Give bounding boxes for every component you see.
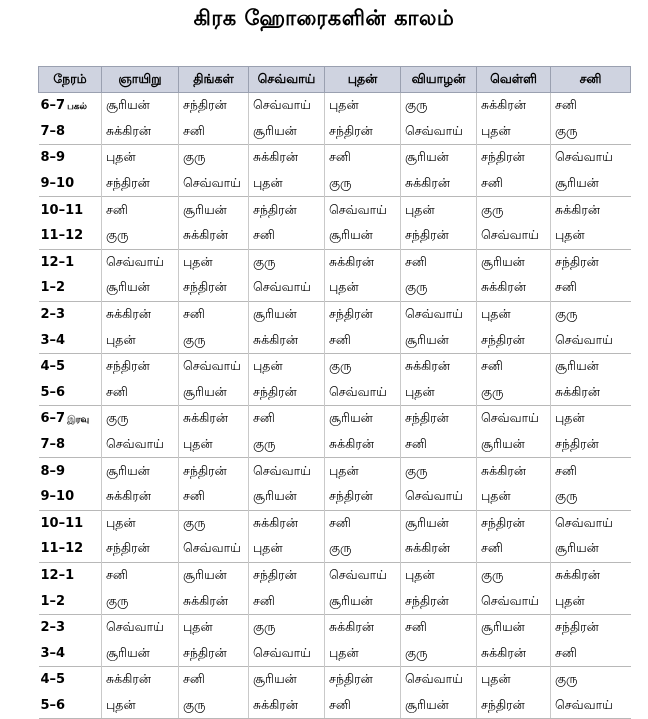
- planet-cell: சூரியன்: [179, 380, 249, 406]
- planet-cell: குரு: [179, 510, 249, 536]
- planet-cell: புதன்: [249, 171, 325, 197]
- planet-cell: குரு: [325, 171, 401, 197]
- planet-cell: புதன்: [102, 510, 179, 536]
- table-row: [39, 301, 631, 327]
- planet-cell: செவ்வாய்: [401, 484, 477, 510]
- planet-cell: சனி: [325, 145, 401, 171]
- planet-cell: செவ்வாய்: [401, 301, 477, 327]
- planet-cell: சுக்கிரன்: [249, 693, 325, 719]
- time-cell: [39, 249, 102, 275]
- planet-cell: சூரியன்: [102, 640, 179, 666]
- planet-cell: குரு: [102, 588, 179, 614]
- time-cell: [39, 275, 102, 301]
- time-range: 9–10: [40, 176, 75, 192]
- planet-cell: குரு: [401, 275, 477, 301]
- planet-cell: சந்திரன்: [102, 536, 179, 562]
- time-range: 5–6: [40, 384, 66, 400]
- planet-cell: சனி: [249, 406, 325, 432]
- time-cell: [39, 119, 102, 145]
- table-row: [39, 93, 631, 119]
- table-row: [39, 327, 631, 353]
- planet-cell: சந்திரன்: [325, 119, 401, 145]
- planet-cell: செவ்வாய்: [179, 536, 249, 562]
- header-sunday: ஞாயிறு: [102, 67, 179, 93]
- planet-cell: குரு: [551, 119, 631, 145]
- time-range: 6–7: [40, 98, 66, 114]
- planet-cell: சுக்கிரன்: [102, 119, 179, 145]
- planet-cell: புதன்: [102, 327, 179, 353]
- planet-cell: குரு: [551, 301, 631, 327]
- planet-cell: சந்திரன்: [325, 301, 401, 327]
- planet-cell: சந்திரன்: [249, 562, 325, 588]
- planet-cell: புதன்: [102, 693, 179, 719]
- planet-cell: குரு: [551, 484, 631, 510]
- period-label: இரவு: [67, 415, 90, 426]
- header-time: நேரம்: [39, 67, 102, 93]
- planet-cell: சனி: [551, 275, 631, 301]
- time-range: 11–12: [40, 228, 84, 244]
- planet-cell: செவ்வாய்: [477, 588, 551, 614]
- table-row: [39, 693, 631, 719]
- time-range: 3–4: [40, 645, 66, 661]
- planet-cell: குரு: [102, 406, 179, 432]
- planet-cell: புதன்: [551, 223, 631, 249]
- planet-cell: சூரியன்: [102, 93, 179, 119]
- time-cell: [39, 327, 102, 353]
- planet-cell: சனி: [102, 380, 179, 406]
- planet-cell: சுக்கிரன்: [401, 171, 477, 197]
- planet-cell: சந்திரன்: [551, 432, 631, 458]
- planet-cell: சுக்கிரன்: [551, 197, 631, 223]
- planet-cell: சூரியன்: [249, 667, 325, 693]
- planet-cell: சந்திரன்: [102, 353, 179, 379]
- time-cell: [39, 640, 102, 666]
- time-cell: [39, 536, 102, 562]
- planet-cell: குரு: [249, 614, 325, 640]
- planet-cell: சுக்கிரன்: [249, 327, 325, 353]
- planet-cell: சூரியன்: [102, 275, 179, 301]
- planet-cell: சுக்கிரன்: [249, 145, 325, 171]
- hora-table: [38, 66, 631, 719]
- planet-cell: சூரியன்: [401, 327, 477, 353]
- time-range: 4–5: [40, 672, 66, 688]
- planet-cell: சனி: [102, 562, 179, 588]
- planet-cell: சனி: [249, 223, 325, 249]
- planet-cell: புதன்: [179, 249, 249, 275]
- planet-cell: புதன்: [477, 667, 551, 693]
- planet-cell: சனி: [551, 640, 631, 666]
- time-cell: [39, 667, 102, 693]
- planet-cell: சுக்கிரன்: [179, 588, 249, 614]
- table-row: [39, 275, 631, 301]
- planet-cell: சந்திரன்: [401, 406, 477, 432]
- planet-cell: சூரியன்: [325, 406, 401, 432]
- time-range: 1–2: [40, 280, 66, 296]
- planet-cell: சந்திரன்: [401, 588, 477, 614]
- time-range: 9–10: [40, 489, 75, 505]
- planet-cell: சந்திரன்: [179, 640, 249, 666]
- planet-cell: சந்திரன்: [477, 145, 551, 171]
- time-range: 11–12: [40, 541, 84, 557]
- planet-cell: சுக்கிரன்: [102, 301, 179, 327]
- time-cell: [39, 197, 102, 223]
- planet-cell: செவ்வாய்: [477, 223, 551, 249]
- table-row: [39, 406, 631, 432]
- planet-cell: புதன்: [401, 197, 477, 223]
- planet-cell: சூரியன்: [102, 458, 179, 484]
- planet-cell: சந்திரன்: [179, 93, 249, 119]
- planet-cell: குரு: [179, 145, 249, 171]
- planet-cell: சுக்கிரன்: [477, 93, 551, 119]
- planet-cell: சுக்கிரன்: [249, 510, 325, 536]
- time-range: 12–1: [40, 254, 75, 270]
- planet-cell: சூரியன்: [325, 223, 401, 249]
- planet-cell: சுக்கிரன்: [325, 614, 401, 640]
- planet-cell: சுக்கிரன்: [179, 406, 249, 432]
- header-monday: திங்கள்: [179, 67, 249, 93]
- planet-cell: சூரியன்: [325, 588, 401, 614]
- planet-cell: செவ்வாய்: [249, 458, 325, 484]
- planet-cell: சந்திரன்: [551, 614, 631, 640]
- table-row: [39, 380, 631, 406]
- planet-cell: சந்திரன்: [477, 510, 551, 536]
- planet-cell: சந்திரன்: [179, 275, 249, 301]
- time-range: 3–4: [40, 332, 66, 348]
- planet-cell: சுக்கிரன்: [477, 640, 551, 666]
- planet-cell: குரு: [477, 197, 551, 223]
- planet-cell: செவ்வாய்: [179, 171, 249, 197]
- planet-cell: சந்திரன்: [401, 223, 477, 249]
- planet-cell: புதன்: [477, 119, 551, 145]
- planet-cell: குரு: [179, 693, 249, 719]
- planet-cell: புதன்: [551, 588, 631, 614]
- planet-cell: சனி: [179, 119, 249, 145]
- planet-cell: சந்திரன்: [325, 484, 401, 510]
- planet-cell: சுக்கிரன்: [551, 562, 631, 588]
- planet-cell: சூரியன்: [401, 510, 477, 536]
- time-cell: [39, 484, 102, 510]
- planet-cell: சுக்கிரன்: [325, 249, 401, 275]
- time-cell: [39, 693, 102, 719]
- table-row: [39, 614, 631, 640]
- time-cell: [39, 510, 102, 536]
- planet-cell: சந்திரன்: [551, 249, 631, 275]
- planet-cell: சனி: [401, 432, 477, 458]
- table-row: [39, 536, 631, 562]
- planet-cell: சனி: [325, 327, 401, 353]
- planet-cell: சனி: [401, 614, 477, 640]
- table-row: [39, 588, 631, 614]
- planet-cell: சூரியன்: [401, 693, 477, 719]
- time-cell: [39, 588, 102, 614]
- time-cell: [39, 223, 102, 249]
- time-range: 1–2: [40, 593, 66, 609]
- planet-cell: சனி: [179, 484, 249, 510]
- planet-cell: புதன்: [102, 145, 179, 171]
- planet-cell: சூரியன்: [551, 536, 631, 562]
- planet-cell: குரு: [401, 640, 477, 666]
- header-row: [39, 67, 631, 93]
- planet-cell: சனி: [102, 197, 179, 223]
- planet-cell: செவ்வாய்: [102, 432, 179, 458]
- planet-cell: சனி: [179, 301, 249, 327]
- planet-cell: புதன்: [477, 484, 551, 510]
- time-range: 8–9: [40, 150, 66, 166]
- planet-cell: சுக்கிரன்: [102, 484, 179, 510]
- table-row: [39, 171, 631, 197]
- table-row: [39, 510, 631, 536]
- table-row: [39, 640, 631, 666]
- planet-cell: குரு: [102, 223, 179, 249]
- planet-cell: குரு: [477, 562, 551, 588]
- planet-cell: சந்திரன்: [102, 171, 179, 197]
- planet-cell: சுக்கிரன்: [551, 380, 631, 406]
- planet-cell: சனி: [477, 171, 551, 197]
- planet-cell: சூரியன்: [249, 119, 325, 145]
- planet-cell: சுக்கிரன்: [102, 667, 179, 693]
- planet-cell: குரு: [325, 353, 401, 379]
- time-cell: [39, 93, 102, 119]
- planet-cell: குரு: [477, 380, 551, 406]
- planet-cell: சனி: [551, 93, 631, 119]
- planet-cell: சூரியன்: [249, 301, 325, 327]
- planet-cell: புதன்: [401, 562, 477, 588]
- planet-cell: சனி: [477, 536, 551, 562]
- planet-cell: சுக்கிரன்: [401, 353, 477, 379]
- planet-cell: சூரியன்: [477, 249, 551, 275]
- time-range: 12–1: [40, 567, 75, 583]
- planet-cell: சந்திரன்: [325, 667, 401, 693]
- planet-cell: புதன்: [179, 432, 249, 458]
- planet-cell: சனி: [325, 510, 401, 536]
- planet-cell: சனி: [179, 667, 249, 693]
- planet-cell: சுக்கிரன்: [477, 275, 551, 301]
- planet-cell: சுக்கிரன்: [477, 458, 551, 484]
- table-row: [39, 484, 631, 510]
- planet-cell: சனி: [401, 249, 477, 275]
- planet-cell: சூரியன்: [179, 562, 249, 588]
- planet-cell: சுக்கிரன்: [401, 536, 477, 562]
- planet-cell: செவ்வாய்: [102, 614, 179, 640]
- planet-cell: சனி: [477, 353, 551, 379]
- header-thursday: வியாழன்: [401, 67, 477, 93]
- planet-cell: செவ்வாய்: [325, 380, 401, 406]
- time-range: 7–8: [40, 437, 66, 453]
- planet-cell: சந்திரன்: [477, 327, 551, 353]
- period-label: பகல்: [67, 102, 88, 113]
- header-wednesday: புதன்: [325, 67, 401, 93]
- table-row: [39, 223, 631, 249]
- planet-cell: சூரியன்: [179, 197, 249, 223]
- planet-cell: குரு: [401, 458, 477, 484]
- planet-cell: சூரியன்: [551, 171, 631, 197]
- planet-cell: புதன்: [249, 353, 325, 379]
- time-cell: [39, 380, 102, 406]
- table-row: [39, 197, 631, 223]
- planet-cell: புதன்: [551, 406, 631, 432]
- planet-cell: குரு: [325, 536, 401, 562]
- time-range: 4–5: [40, 359, 66, 375]
- planet-cell: சுக்கிரன்: [179, 223, 249, 249]
- time-range: 2–3: [40, 620, 66, 636]
- time-cell: [39, 458, 102, 484]
- planet-cell: புதன்: [179, 614, 249, 640]
- table-row: [39, 145, 631, 171]
- table-row: [39, 432, 631, 458]
- planet-cell: சூரியன்: [551, 353, 631, 379]
- planet-cell: செவ்வாய்: [249, 275, 325, 301]
- planet-cell: குரு: [401, 93, 477, 119]
- planet-cell: சனி: [551, 458, 631, 484]
- time-cell: [39, 145, 102, 171]
- table-row: [39, 458, 631, 484]
- time-range: 7–8: [40, 123, 66, 139]
- planet-cell: சூரியன்: [401, 145, 477, 171]
- planet-cell: புதன்: [477, 301, 551, 327]
- planet-cell: சந்திரன்: [477, 693, 551, 719]
- planet-cell: சுக்கிரன்: [325, 432, 401, 458]
- planet-cell: குரு: [551, 667, 631, 693]
- table-row: [39, 562, 631, 588]
- time-cell: [39, 614, 102, 640]
- table-row: [39, 667, 631, 693]
- planet-cell: செவ்வாய்: [477, 406, 551, 432]
- planet-cell: சூரியன்: [477, 614, 551, 640]
- planet-cell: செவ்வாய்: [102, 249, 179, 275]
- planet-cell: சனி: [325, 693, 401, 719]
- planet-cell: செவ்வாய்: [551, 693, 631, 719]
- planet-cell: செவ்வாய்: [249, 93, 325, 119]
- time-cell: [39, 353, 102, 379]
- planet-cell: சூரியன்: [477, 432, 551, 458]
- planet-cell: செவ்வாய்: [325, 562, 401, 588]
- time-range: 8–9: [40, 463, 66, 479]
- time-range: 10–11: [40, 202, 84, 218]
- planet-cell: புதன்: [249, 536, 325, 562]
- planet-cell: செவ்வாய்: [249, 640, 325, 666]
- planet-cell: செவ்வாய்: [551, 145, 631, 171]
- table-row: [39, 119, 631, 145]
- planet-cell: புதன்: [401, 380, 477, 406]
- planet-cell: குரு: [249, 432, 325, 458]
- planet-cell: குரு: [249, 249, 325, 275]
- table-row: [39, 353, 631, 379]
- planet-cell: செவ்வாய்: [401, 119, 477, 145]
- header-friday: வெள்ளி: [477, 67, 551, 93]
- time-cell: [39, 171, 102, 197]
- planet-cell: புதன்: [325, 93, 401, 119]
- planet-cell: செவ்வாய்: [401, 667, 477, 693]
- planet-cell: புதன்: [325, 640, 401, 666]
- planet-cell: சந்திரன்: [249, 197, 325, 223]
- planet-cell: குரு: [179, 327, 249, 353]
- time-range: 5–6: [40, 697, 66, 713]
- time-range: 6–7: [40, 411, 66, 427]
- planet-cell: செவ்வாய்: [551, 510, 631, 536]
- header-saturday: சனி: [551, 67, 631, 93]
- page-title: கிரக ஹோரைகளின் காலம்: [193, 6, 455, 30]
- time-range: 2–3: [40, 307, 66, 323]
- time-range: 10–11: [40, 515, 84, 531]
- planet-cell: சந்திரன்: [249, 380, 325, 406]
- planet-cell: சூரியன்: [249, 484, 325, 510]
- table-body: [39, 93, 631, 719]
- planet-cell: செவ்வாய்: [179, 353, 249, 379]
- time-cell: [39, 432, 102, 458]
- time-cell: [39, 301, 102, 327]
- header-tuesday: செவ்வாய்: [249, 67, 325, 93]
- time-cell: [39, 562, 102, 588]
- planet-cell: செவ்வாய்: [551, 327, 631, 353]
- time-cell: [39, 406, 102, 432]
- planet-cell: புதன்: [325, 275, 401, 301]
- planet-cell: சனி: [249, 588, 325, 614]
- planet-cell: செவ்வாய்: [325, 197, 401, 223]
- table-row: [39, 249, 631, 275]
- planet-cell: புதன்: [325, 458, 401, 484]
- planet-cell: சந்திரன்: [179, 458, 249, 484]
